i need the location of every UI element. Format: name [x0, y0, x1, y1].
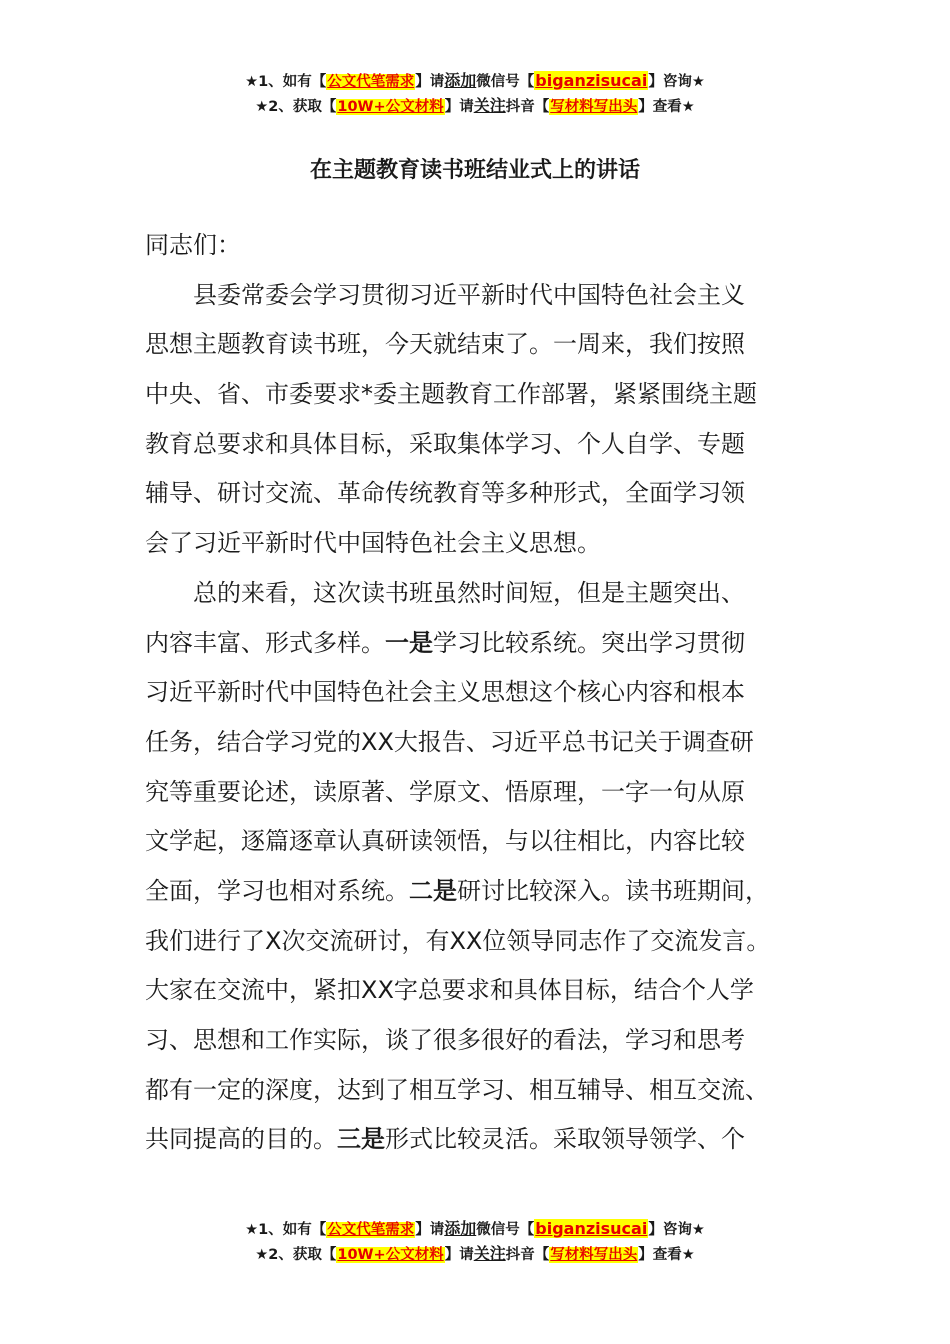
banner-text: ★1、如有【 [245, 1222, 327, 1238]
banner-text: 】请 [444, 1247, 474, 1263]
banner-wechat-id: biganzisucai [535, 1219, 648, 1238]
paragraph-line: 任务，结合学习党的XX大报告、习近平总书记关于调查研 [145, 727, 754, 756]
banner-douyin-id: 写材料写出头 [550, 1247, 638, 1263]
banner-line-2 [0, 1242, 950, 1267]
document-body [145, 221, 810, 1165]
banner-highlight: 10W+公文材料 [337, 99, 444, 115]
document-title: 在主题教育读书班结业式上的讲话 [309, 158, 640, 183]
banner-text: ★2、获取【 [255, 1247, 337, 1263]
banner-line-2 [0, 94, 950, 119]
banner-text: 】请 [415, 1222, 445, 1238]
banner-emphasis: 关注 [473, 96, 506, 115]
text-run: 研讨比较深入。读书班期间， [457, 876, 769, 905]
banner-text: 抖音【 [505, 99, 550, 115]
paragraph-line: 教育总要求和具体目标，采取集体学习、个人自学、专题 [145, 429, 745, 458]
banner-text: 】查看★ [638, 1247, 695, 1263]
banner-text: 】咨询★ [648, 74, 705, 90]
banner-emphasis: 添加 [444, 71, 477, 90]
salutation: 同志们： [145, 231, 241, 259]
banner-emphasis: 关注 [473, 1244, 506, 1263]
banner-text: 】查看★ [638, 99, 695, 115]
banner-highlight: 10W+公文材料 [337, 1247, 444, 1263]
paragraph-line: 总的来看，这次读书班虽然时间短，但是主题突出、 [193, 578, 745, 607]
paragraph-line: 习、思想和工作实际，谈了很多很好的看法，学习和思考 [145, 1026, 745, 1054]
paragraph-line: 中央、省、市委要求*委主题教育工作部署，紧紧围绕主题 [145, 380, 757, 409]
paragraph-line: 习近平新时代中国特色社会主义思想这个核心内容和根本 [145, 678, 745, 707]
paragraph-line [145, 1115, 810, 1165]
point-marker: 三是 [337, 1125, 385, 1154]
point-marker: 二是 [409, 876, 457, 905]
text-run: 共同提高的目的。 [145, 1125, 337, 1154]
paragraph-line: 会了习近平新时代中国特色社会主义思想。 [145, 529, 601, 558]
paragraph-line: 都有一定的深度，达到了相互学习、相互辅导、相互交流、 [145, 1075, 769, 1104]
banner-text: 】请 [415, 74, 445, 90]
paragraph-line: 思想主题教育读书班，今天就结束了。一周来，我们按照 [145, 330, 745, 359]
banner-emphasis: 添加 [444, 1219, 477, 1238]
banner-text: 】请 [444, 99, 474, 115]
banner-text: 】咨询★ [648, 1222, 705, 1238]
banner-text: ★1、如有【 [245, 74, 327, 90]
paragraph-line [145, 867, 810, 917]
banner-text: 微信号【 [476, 74, 535, 90]
text-run: 形式比较灵活。采取领导领学、个 [385, 1125, 745, 1154]
paragraph-line: 究等重要论述，读原著、学原文、悟原理，一字一句从原 [145, 777, 745, 806]
banner-text: 抖音【 [505, 1247, 550, 1263]
banner-line-1 [0, 1217, 950, 1242]
text-run: 学习比较系统。突出学习贯彻 [433, 628, 745, 657]
paragraph-line: 我们进行了X次交流研讨，有XX位领导同志作了交流发言。 [145, 926, 771, 955]
text-run: 内容丰富、形式多样。 [145, 628, 385, 657]
paragraph-line: 县委常委会学习贯彻习近平新时代中国特色社会主义 [193, 280, 745, 309]
footer-banner [0, 1217, 950, 1267]
point-marker: 一是 [385, 628, 433, 657]
paragraph-line: 大家在交流中，紧扣XX字总要求和具体目标，结合个人学 [145, 976, 754, 1005]
paragraph-line [145, 619, 810, 669]
banner-wechat-id: biganzisucai [535, 71, 648, 90]
banner-douyin-id: 写材料写出头 [550, 99, 638, 115]
header-banner [0, 69, 950, 119]
banner-line-1 [0, 69, 950, 94]
banner-text: 微信号【 [476, 1222, 535, 1238]
banner-highlight: 公文代笔需求 [327, 1222, 415, 1238]
paragraph-line: 文学起，逐篇逐章认真研读领悟，与以往相比，内容比较 [145, 827, 745, 856]
banner-highlight: 公文代笔需求 [327, 74, 415, 90]
text-run: 全面，学习也相对系统。 [145, 876, 409, 905]
banner-text: ★2、获取【 [255, 99, 337, 115]
paragraph-line: 辅导、研讨交流、革命传统教育等多种形式，全面学习领 [145, 479, 745, 508]
